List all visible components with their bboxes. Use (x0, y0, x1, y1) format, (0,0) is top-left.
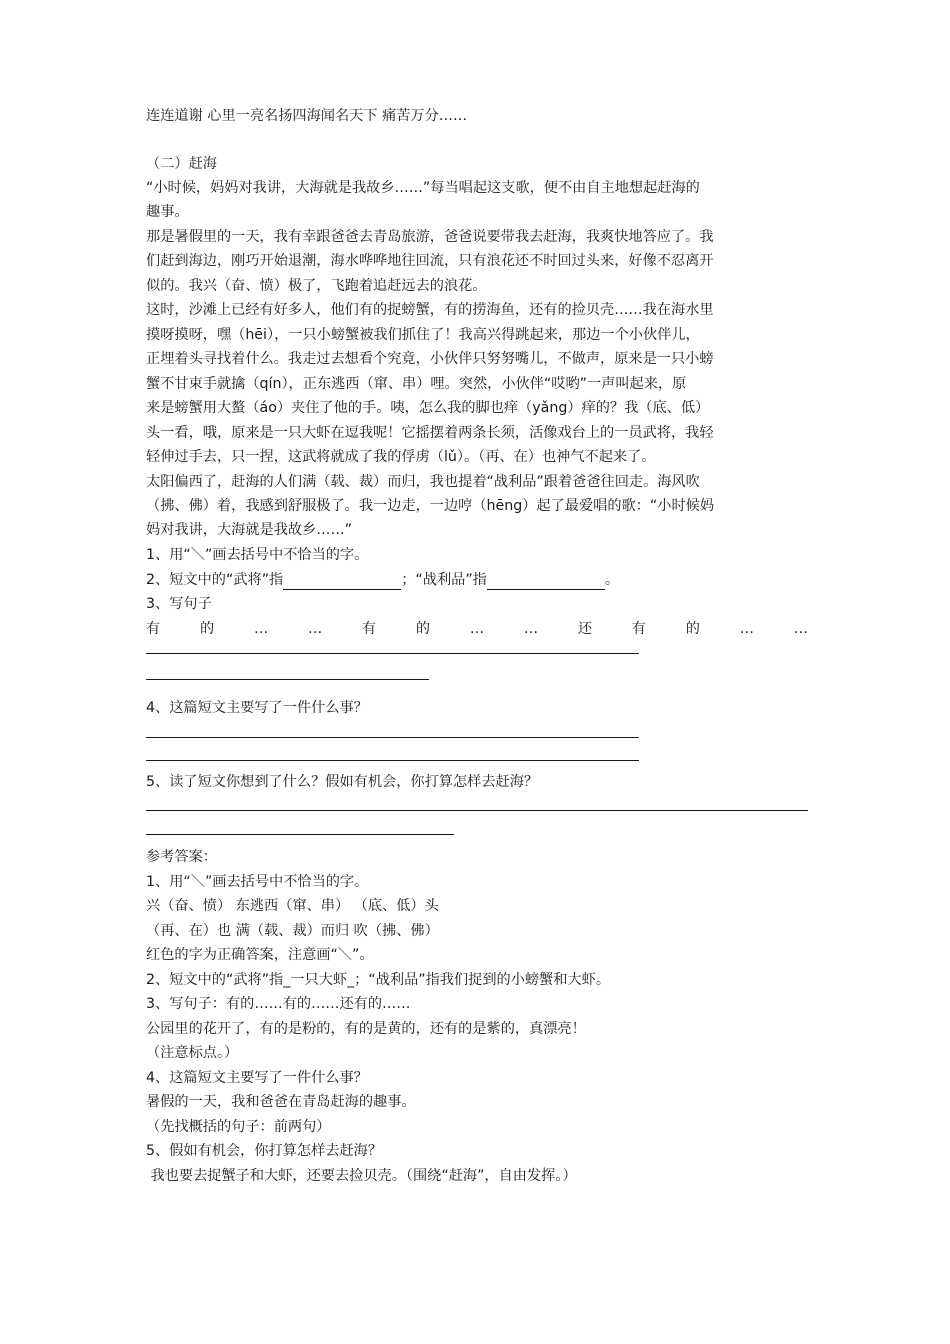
passage-line: 来是螃蟹用大螯（áo）夹住了他的手。咦，怎么我的脚也痒（yǎng）痒的？我（底、低） (146, 400, 710, 416)
answer-line[interactable] (146, 679, 429, 680)
answer-line-text: 5、假如有机会，你打算怎样去赶海？ (146, 1143, 383, 1159)
pattern-word: 有 (146, 621, 161, 637)
pattern-word: 有 (361, 621, 377, 637)
header-line: 连连道谢 心里一亮名扬四海闻名天下 痛苦万分…… (146, 108, 468, 124)
passage-line: 摸呀摸呀，嘿（hēi），一只小螃蟹被我们抓住了！我高兴得跳起来，那边一个小伙伴儿， (146, 327, 700, 343)
answer-line-text: 兴（奋、愤） 东逃西（窜、串） （底、低）头 (146, 898, 439, 914)
question-5: 5、读了短文你想到了什么？假如有机会，你打算怎样去赶海？ (146, 774, 539, 790)
answer-line[interactable] (146, 653, 639, 654)
passage-line: （拂、佛）着，我感到舒服极了。我一边走，一边哼（hēng）起了最爱唱的歌：“小时候妈 (146, 498, 715, 514)
passage-line: 那是暑假里的一天，我有幸跟爸爸去青岛旅游，爸爸说要带我去赶海，我爽快地答应了。我 (146, 229, 714, 245)
question-2-text-a: 2、短文中的“武将”指 (146, 572, 284, 588)
answer-line-text: 公园里的花开了，有的是粉的，有的是黄的，还有的是紫的，真漂亮！ (146, 1021, 586, 1037)
answer-line-text: 红色的字为正确答案，注意画“＼”。 (146, 947, 374, 963)
answer-line-text: 4、这篇短文主要写了一件什么事？ (146, 1070, 368, 1086)
pattern-word: … (523, 621, 539, 637)
pattern-word: 有 (631, 621, 646, 637)
answer-line-text: 3、写句子：有的……有的……还有的…… (146, 996, 411, 1012)
answer-line[interactable] (146, 810, 808, 811)
passage-line: 似的。我兴（奋、愤）极了，飞跑着追赶远去的浪花。 (146, 278, 487, 294)
passage-line: 轻伸过手去，只一捏，这武将就成了我的俘虏（lǔ）。（再、在）也神气不起来了。 (146, 449, 656, 465)
pattern-word: 的 (685, 621, 700, 637)
pattern-word: … (739, 621, 754, 637)
section-title: （二）赶海 (146, 156, 217, 172)
answer-line-text: （注意标点。） (146, 1045, 239, 1061)
passage-line: 蟹不甘束手就擒（qín），正东逃西（窜、串）哩。突然，小伙伴“哎哟”一声叫起来，原 (146, 376, 687, 392)
question-4: 4、这篇短文主要写了一件什么事？ (146, 700, 368, 716)
passage-line: 趣事。 (146, 204, 189, 220)
answer-line-text: 暑假的一天，我和爸爸在青岛赶海的趣事。 (146, 1094, 416, 1110)
answer-key-title: 参考答案： (146, 849, 217, 865)
pattern-word: 的 (199, 621, 215, 637)
question-2-text-c: 。 (604, 572, 620, 588)
pattern-word: 还 (577, 621, 593, 637)
answer-blank[interactable] (283, 573, 401, 590)
answer-line-text: （再、在）也 满（载、裁）而归 吹（拂、佛） (146, 923, 439, 939)
answer-line[interactable] (146, 737, 639, 738)
answer-line-text: 1、用“＼”画去括号中不恰当的字。 (146, 874, 369, 890)
answer-blank[interactable] (487, 573, 605, 590)
question-3: 3、写句子 (146, 596, 212, 612)
pattern-word: … (253, 621, 269, 637)
passage-line: 妈对我讲，大海就是我故乡……” (146, 522, 352, 538)
pattern-word: … (307, 621, 323, 637)
answer-line-text: （先找概括的句子：前两句） (146, 1119, 331, 1135)
passage-line: 正埋着头寻找着什么。我走过去想看个究竟，小伙伴只努努嘴儿，不做声，原来是一只小螃 (146, 351, 714, 367)
pattern-word: 的 (415, 621, 431, 637)
answer-line-text: 我也要去捉蟹子和大虾，还要去捡贝壳。（围绕“赶海”，自由发挥。） (146, 1168, 577, 1184)
answer-line[interactable] (146, 760, 639, 761)
passage-line: “小时候，妈妈对我讲，大海就是我故乡……”每当唱起这支歌，便不由自主地想起赶海的 (146, 180, 700, 196)
question-1: 1、用“＼”画去括号中不恰当的字。 (146, 547, 369, 563)
passage-line: 这时，沙滩上已经有好多人，他们有的捉螃蟹，有的捞海鱼，还有的捡贝壳……我在海水里 (146, 302, 714, 318)
pattern-word: … (469, 621, 485, 637)
passage-line: 太阳偏西了，赶海的人们满（载、裁）而归，我也提着“战利品”跟着爸爸往回走。海风吹 (146, 474, 700, 490)
passage-line: 们赶到海边，刚巧开始退潮，海水哗哗地往回流，只有浪花还不时回过头来，好像不忍离开 (146, 253, 714, 269)
passage-line: 头一看，哦，原来是一只大虾在逗我呢！它摇摆着两条长须，活像戏台上的一员武将，我轻 (146, 425, 714, 441)
answer-line-text: 2、短文中的“武将”指_一只大虾_；“战利品”指我们捉到的小螃蟹和大虾。 (146, 972, 611, 988)
pattern-word: … (793, 621, 808, 637)
question-2-text-b: ；“战利品”指 (401, 572, 487, 588)
answer-line[interactable] (146, 834, 454, 835)
question-3-pattern (146, 619, 808, 639)
question-2 (146, 570, 619, 590)
